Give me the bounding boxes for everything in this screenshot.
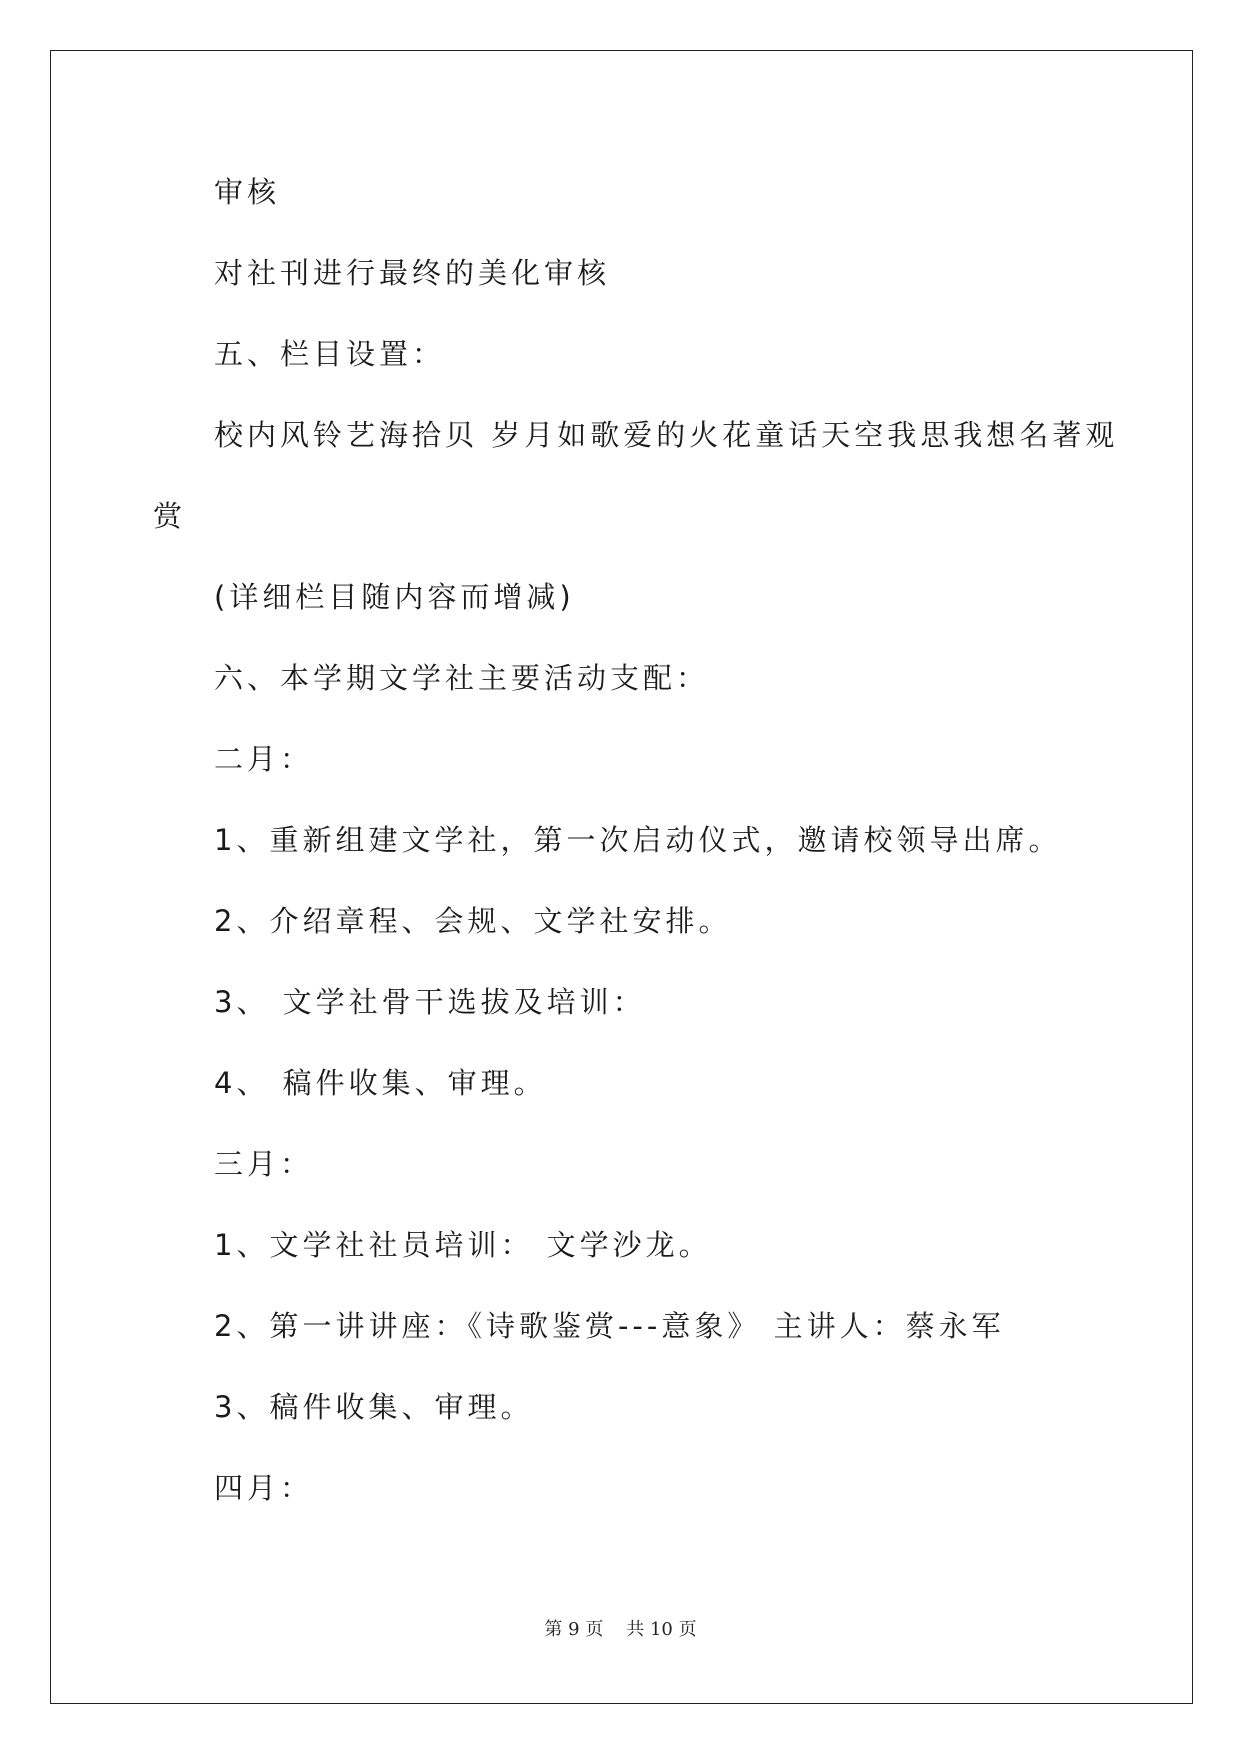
list-item: 2、第一讲讲座：《诗歌鉴赏---意象》 主讲人：蔡永军 <box>214 1309 1005 1343</box>
page-number: 第 9 页 <box>544 1619 604 1640</box>
section-heading: 五、栏目设置： <box>214 337 446 371</box>
month-heading: 二月： <box>214 742 314 776</box>
month-heading: 三月： <box>214 1147 314 1181</box>
text-line: 校内风铃艺海拾贝 岁月如歌爱的火花童话天空我思我想名著观 <box>214 418 1119 452</box>
list-item: 2、介绍章程、会规、文学社安排。 <box>214 904 732 938</box>
list-item: 4、 稿件收集、审理。 <box>214 1066 547 1100</box>
list-item: 1、重新组建文学社，第一次启动仪式，邀请校领导出席。 <box>214 823 1062 857</box>
page-total: 共 10 页 <box>626 1619 697 1640</box>
list-item: 3、 文学社骨干选拔及培训： <box>214 985 646 1019</box>
page-border <box>50 50 1193 1704</box>
page-footer <box>0 1618 1241 1642</box>
list-item: 1、文学社社员培训： 文学沙龙。 <box>214 1228 712 1262</box>
section-heading: 六、本学期文学社主要活动支配： <box>214 661 710 695</box>
text-line: 对社刊进行最终的美化审核 <box>214 256 611 290</box>
text-line: 赏 <box>153 499 187 533</box>
text-line: (详细栏目随内容而增减) <box>214 580 575 614</box>
list-item: 3、稿件收集、审理。 <box>214 1390 534 1424</box>
text-line: 审核 <box>214 175 281 209</box>
month-heading: 四月： <box>214 1471 314 1505</box>
